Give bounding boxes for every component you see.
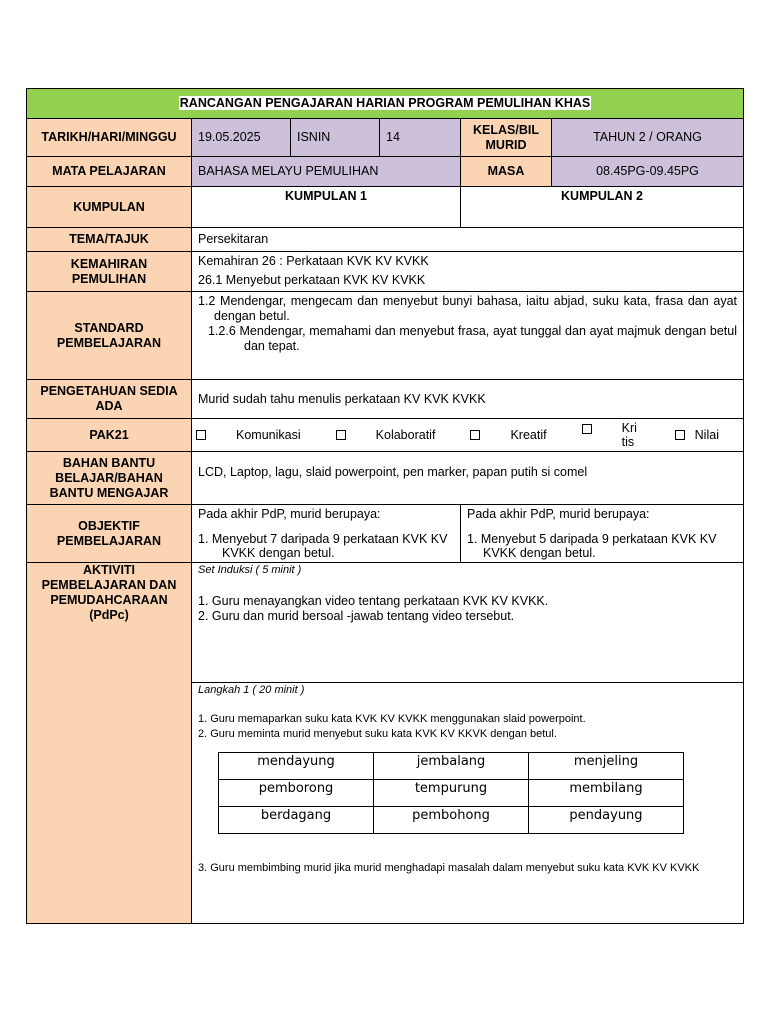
standard-line2: 1.2.6 Mendengar, memahami dan menyebut frasa, ayat tunggal dan ayat majmuk dengan betul dan tepat. [208, 324, 737, 353]
option-nilai: Nilai [694, 427, 719, 442]
objektif-label: OBJEKTIF PEMBELAJARAN [27, 505, 192, 563]
langkah-title: Langkah 1 ( 20 minit ) [198, 684, 305, 696]
objektif-item1: 1. Menyebut 7 daripada 9 perkataan KVK KV KVKK dengan betul. [198, 532, 448, 560]
word-cell: pemborong [219, 780, 374, 807]
langkah-1 [192, 683, 744, 924]
option-kreatif: Kreatif [510, 427, 547, 442]
masa-value: 08.45PG-09.45PG [552, 157, 744, 187]
kelas-label: KELAS/BIL MURID [461, 119, 552, 157]
langkah-step2: 2. Guru meminta murid menyebut suku kata KVK KV KKVK dengan betul. [198, 728, 557, 740]
standard-label: STANDARD PEMBELAJARAN [27, 292, 192, 380]
word-cell: berdagang [219, 807, 374, 834]
word-cell: tempurung [374, 780, 529, 807]
induksi-step1: 1. Guru menayangkan video tentang perkataan KVK KV KVKK. [198, 594, 549, 608]
option-kolaboratif: Kolaboratif [375, 427, 436, 442]
date-value: 19.05.2025 [192, 119, 291, 157]
induksi-title: Set Induksi ( 5 minit ) [198, 564, 302, 576]
objektif-intro2: Pada akhir PdP, murid berupaya: [467, 507, 650, 521]
tarikh-label: TARIKH/HARI/MINGGU [27, 119, 192, 157]
kemahiran-label: KEMAHIRAN PEMULIHAN [27, 252, 192, 292]
kemahiran-line1: Kemahiran 26 : Perkataan KVK KV KVKK [198, 254, 429, 268]
pak21-options [192, 419, 744, 452]
langkah-step3: 3. Guru membimbing murid jika murid menghadapi masalah dalam menyebut suku kata KVK KV KVKK [198, 862, 700, 874]
word-cell: mendayung [219, 753, 374, 780]
document-title: RANCANGAN PENGAJARAN HARIAN PROGRAM PEMULIHAN KHAS [27, 89, 744, 119]
bahan-label: BAHAN BANTU BELAJAR/BAHAN BANTU MENGAJAR [27, 452, 192, 505]
pengetahuan-label: PENGETAHUAN SEDIA ADA [27, 380, 192, 419]
word-cell: pendayung [529, 807, 684, 834]
kemahiran-line2: 26.1 Menyebut perkataan KVK KV KVKK [198, 273, 426, 287]
word-table [218, 752, 684, 834]
set-induksi [192, 563, 744, 683]
kelas-value: TAHUN 2 / ORANG [552, 119, 744, 157]
standard-value [192, 292, 744, 380]
masa-label: MASA [461, 157, 552, 187]
tema-label: TEMA/TAJUK [27, 228, 192, 252]
checkbox-kreatif[interactable] [470, 430, 480, 440]
standard-line1: 1.2 Mendengar, mengecam dan menyebut bunyi bahasa, iaitu abjad, suku kata, frasa dan ayat dengan betul. [198, 294, 737, 323]
option-komunikasi: Komunikasi [236, 427, 301, 442]
group1-heading: KUMPULAN 1 [192, 187, 461, 228]
objektif-item2: 1. Menyebut 5 daripada 9 perkataan KVK KV KVKK dengan betul. [467, 532, 717, 560]
kemahiran-value [192, 252, 744, 292]
checkbox-kritis[interactable] [582, 424, 592, 434]
objektif-intro1: Pada akhir PdP, murid berupaya: [198, 507, 381, 521]
word-cell: jembalang [374, 753, 529, 780]
checkbox-komunikasi[interactable] [196, 430, 206, 440]
langkah-step1: 1. Guru memaparkan suku kata KVK KV KVKK menggunakan slaid powerpoint. [198, 713, 586, 725]
aktiviti-label: AKTIVITI PEMBELAJARAN DAN PEMUDAHCARAAN (PdPc) [27, 563, 192, 924]
checkbox-nilai[interactable] [675, 430, 685, 440]
group2-heading: KUMPULAN 2 [461, 187, 744, 228]
pak21-label: PAK21 [27, 419, 192, 452]
option-kritis: Kri tis [621, 421, 637, 449]
induksi-step2: 2. Guru dan murid bersoal -jawab tentang video tersebut. [198, 609, 515, 623]
week-value: 14 [380, 119, 461, 157]
objektif-group2 [461, 505, 744, 563]
pengetahuan-value: Murid sudah tahu menulis perkataan KV KVK KVKK [192, 380, 744, 419]
checkbox-kolaboratif[interactable] [336, 430, 346, 440]
lesson-plan-table [26, 88, 744, 924]
word-cell: membilang [529, 780, 684, 807]
tema-value: Persekitaran [192, 228, 744, 252]
subject-value: BAHASA MELAYU PEMULIHAN [192, 157, 461, 187]
word-cell: pembohong [374, 807, 529, 834]
kumpulan-label: KUMPULAN [27, 187, 192, 228]
word-cell: menjeling [529, 753, 684, 780]
mata-pelajaran-label: MATA PELAJARAN [27, 157, 192, 187]
day-value: ISNIN [291, 119, 380, 157]
bahan-value: LCD, Laptop, lagu, slaid powerpoint, pen marker, papan putih si comel [192, 452, 744, 505]
objektif-group1 [192, 505, 461, 563]
